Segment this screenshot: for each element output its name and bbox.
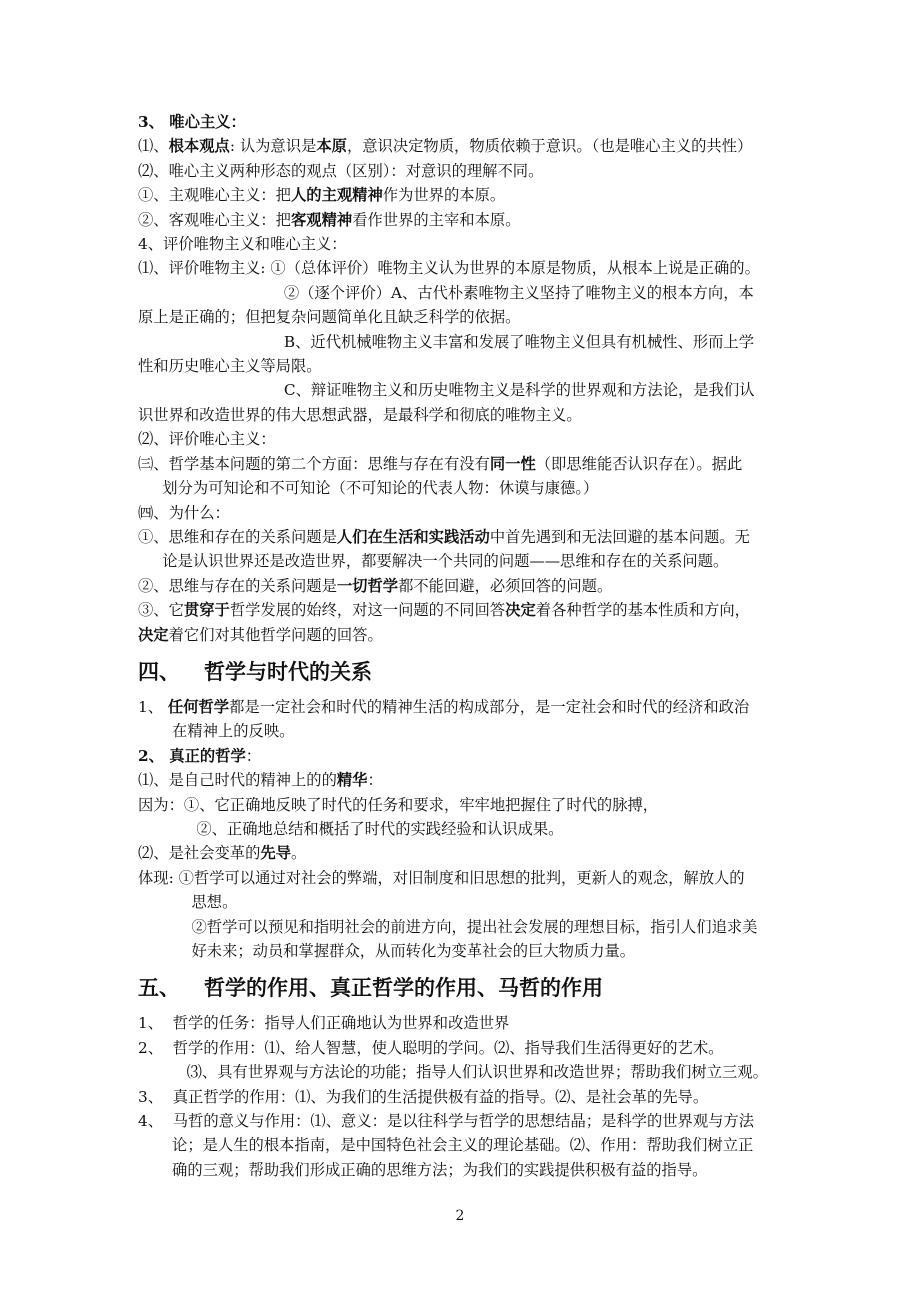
text-line <box>138 134 788 158</box>
bold-term: 决定 <box>505 601 536 620</box>
section-idealism <box>138 110 788 647</box>
text-segment: 4、评价唯物主义和唯心主义： <box>138 235 347 254</box>
text-line <box>138 354 788 378</box>
bold-term: 精华 <box>336 771 368 790</box>
text-segment: 4、 马哲的意义与作用：⑴、意义：是以往科学与哲学的思想结晶；是科学的世界观与方法 <box>138 1112 755 1131</box>
text-segment: 识世界和改造世界的伟大思想武器，是最科学和彻底的唯物主义。 <box>138 405 582 424</box>
bold-term: 客观精神 <box>290 210 353 229</box>
text-segment: : 认为意识是 <box>229 137 317 156</box>
text-line <box>138 866 788 890</box>
text-segment: 看作世界的主宰和本原。 <box>352 210 521 229</box>
text-segment: 着它们对其他哲学问题的回答。 <box>168 625 383 644</box>
text-segment: （即思维能否认识存在）。据此 <box>535 454 743 473</box>
text-segment: 原上是正确的；但把复杂问题简单化且缺乏科学的依据。 <box>138 308 521 327</box>
heading-section-4 <box>138 657 788 687</box>
section-philosophy-and-era <box>138 695 788 963</box>
text-segment: 2、 哲学的作用：⑴、给人智慧，使人聪明的学问。⑵、指导我们生活得更好的艺术。 <box>138 1038 724 1057</box>
bold-term: 一切哲学 <box>336 576 399 595</box>
bold-term: 根本观点 <box>168 137 230 156</box>
text-line <box>138 208 788 232</box>
text-segment: 在精神上的反映。 <box>138 722 295 741</box>
text-line <box>138 281 788 305</box>
text-line <box>138 256 788 280</box>
text-line <box>138 501 788 525</box>
text-line <box>138 695 788 719</box>
text-line <box>138 744 788 768</box>
text-segment: ⑶、具有世界观与方法论的功能；指导人们认识世界和改造世界；帮助我们树立三观。 <box>138 1063 768 1082</box>
bold-term: 人的主观精神 <box>290 186 383 205</box>
bold-term: 先导 <box>260 844 291 863</box>
text-segment: ②、思维与存在的关系问题是 <box>138 576 337 595</box>
text-line <box>138 768 788 792</box>
bold-term: 贯穿于 <box>183 601 230 620</box>
text-line <box>138 841 788 865</box>
heading-5-title: 哲学的作用、真正哲学的作用、马哲的作用 <box>204 976 603 1001</box>
text-line <box>138 378 788 402</box>
text-line <box>138 183 788 207</box>
text-line <box>138 1109 788 1133</box>
text-line <box>138 427 788 451</box>
text-segment: 着各种哲学的基本性质和方向， <box>535 601 750 620</box>
text-segment: ⑵、唯心主义两种形态的观点（区别）：对意识的理解不同。 <box>138 161 544 180</box>
text-line <box>138 159 788 183</box>
text-segment: 作为世界的本原。 <box>382 186 506 205</box>
text-line <box>138 719 788 743</box>
text-segment: 1、 哲学的任务：指导人们正确地认为世界和改造世界 <box>138 1014 510 1033</box>
text-line <box>138 232 788 256</box>
text-segment: ： <box>367 771 383 790</box>
text-segment: ⑵、是社会变革的 <box>138 844 261 863</box>
text-segment: ㈣、为什么： <box>138 503 230 522</box>
text-segment: ②（逐个评价）A、古代朴素唯物主义坚持了唯物主义的根本方向，本 <box>138 283 754 302</box>
text-line <box>138 452 788 476</box>
heading-4-number: 四、 <box>138 659 180 684</box>
bold-term: 同一性 <box>489 454 536 473</box>
text-line <box>138 110 788 134</box>
bold-term: 决定 <box>138 625 169 644</box>
text-line <box>138 549 788 573</box>
text-segment: 因为：①、它正确地反映了时代的任务和要求，牢牢地把握住了时代的脉搏， <box>138 795 659 814</box>
text-segment: 论；是人生的根本指南，是中国特色社会主义的理论基础。⑵、作用：帮助我们树立正 <box>138 1136 754 1155</box>
text-segment: ⑵、评价唯心主义： <box>138 430 276 449</box>
text-segment: 划分为可知论和不可知论（不可知论的代表人物：休谟与康德。） <box>138 479 599 498</box>
text-segment: ⑴、 <box>138 137 169 156</box>
text-line <box>138 330 788 354</box>
text-segment: 哲学发展的始终，对这一问题的不同回答 <box>229 601 506 620</box>
bold-term: 3、 唯心主义： <box>138 113 246 131</box>
text-segment: 。 <box>291 844 307 863</box>
heading-5-number: 五、 <box>138 976 180 1001</box>
text-segment: 中首先遇到和无法回避的基本问题。无 <box>489 527 750 546</box>
heading-4-title: 哲学与时代的关系 <box>204 659 372 684</box>
text-line <box>138 939 788 963</box>
text-segment: 都是一定社会和时代的精神生活的构成部分，是一定社会和时代的经济和政治 <box>229 697 750 716</box>
text-segment: 论是认识世界还是改造世界，都要解决一个共同的问题——思维和存在的关系问题。 <box>138 552 729 571</box>
text-segment: ，意识决定物质，物质依赖于意识。（也是唯心主义的共性） <box>346 137 753 156</box>
text-line <box>138 890 788 914</box>
text-segment: ⑴、是自己时代的精神上的的 <box>138 771 337 790</box>
text-line <box>138 598 788 622</box>
heading-section-5 <box>138 973 788 1003</box>
text-segment: ③、它 <box>138 601 184 620</box>
text-segment: ②哲学可以预见和指明社会的前进方向，提出社会发展的理想目标，指引人们追求美 <box>138 917 758 936</box>
text-line <box>138 623 788 647</box>
page-number: 2 <box>455 1208 465 1224</box>
text-line <box>138 915 788 939</box>
text-segment: ②、正确地总结和概括了时代的实践经验和认识成果。 <box>138 819 564 838</box>
section-role-of-philosophy <box>138 1011 788 1182</box>
text-segment: ： <box>245 746 262 765</box>
text-line <box>138 1085 788 1109</box>
text-segment: 3、 真正哲学的作用：⑴、为我们的生活提供极有益的指导。⑵、是社会革的先导。 <box>138 1087 709 1106</box>
text-segment: C、辩证唯物主义和历史唯物主义是科学的世界观和方法论，是我们认 <box>138 381 755 400</box>
text-line <box>138 305 788 329</box>
text-line <box>138 1011 788 1035</box>
text-segment: ①、主观唯心主义：把 <box>138 186 291 205</box>
text-segment: 都不能回避，必须回答的问题。 <box>398 576 613 595</box>
text-line <box>138 1158 788 1182</box>
text-line <box>138 1133 788 1157</box>
bold-term: 任何哲学 <box>167 697 230 716</box>
text-segment: B、近代机械唯物主义丰富和发展了唯物主义但具有机械性、形而上学 <box>138 332 755 351</box>
text-line <box>138 793 788 817</box>
text-line <box>138 574 788 598</box>
text-line <box>138 525 788 549</box>
text-line <box>138 1036 788 1060</box>
text-segment: ①、思维和存在的关系问题是 <box>138 527 337 546</box>
text-line <box>138 1060 788 1084</box>
text-segment: ⑴、评价唯物主义: ①（总体评价）唯物主义认为世界的本原是物质，从根本上说是正确的。 <box>138 259 760 278</box>
text-segment: ②、客观唯心主义：把 <box>138 210 291 229</box>
bold-term: 人们在生活和实践活动 <box>336 527 490 546</box>
text-segment: 确的三观；帮助我们形成正确的思维方法；为我们的实践提供积极有益的指导。 <box>138 1160 708 1179</box>
document-page <box>138 110 788 1182</box>
text-segment: 性和历史唯心主义等局限。 <box>138 357 322 376</box>
bold-term: 本原 <box>316 137 347 156</box>
text-line <box>138 476 788 500</box>
text-segment: 1、 <box>138 697 168 716</box>
text-segment: 思想。 <box>138 893 238 912</box>
text-segment: ㈢、哲学基本问题的第二个方面：思维与存在有没有 <box>138 454 490 473</box>
text-line <box>138 403 788 427</box>
text-line <box>138 817 788 841</box>
text-segment: 体现: ①哲学可以通过对社会的弊端，对旧制度和旧思想的批判，更新人的观念，解放人的 <box>138 868 745 887</box>
bold-term: 2、 真正的哲学 <box>138 746 246 765</box>
text-segment: 好未来；动员和掌握群众，从而转化为变革社会的巨大物质力量。 <box>138 942 636 960</box>
